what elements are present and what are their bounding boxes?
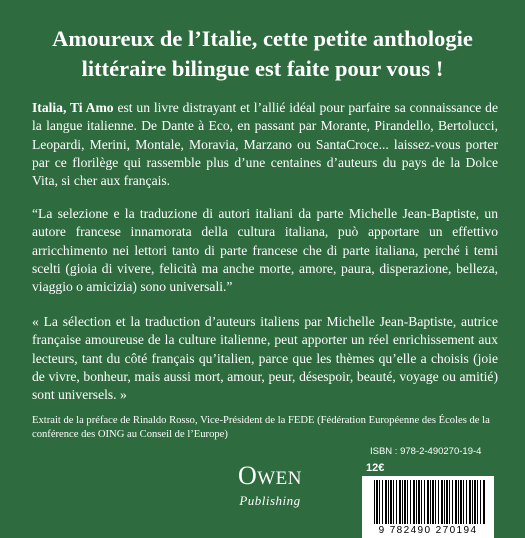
barcode-bars [374,480,486,524]
barcode-digits: 9 782490 270194 [378,525,478,536]
isbn-label: ISBN : 978-2-490270-19-4 [370,446,482,457]
book-title: Italia, Ti Amo [32,100,114,115]
barcode [362,476,494,538]
intro-text: est un livre distrayant et l’allié idéal pour parfaire sa connaissance de la langue italienne. De Dante à Eco, en passant par Morante, Pirandello, Bertolucci, Leopardi, Merini, Montale, Moravia, Marzano ou SantaCroce... laissez-vous porter par ce florilège qui rassemble plus d’une centaines d’auteurs du pays de la Dolce Vita, si cher aux français. [32,100,498,189]
preface-credit: Extrait de la préface de Rinaldo Rosso, Vice-Président de la FEDE (Fédération Européenne des Écoles de la conférence des OING au Conseil de l’Europe) [32,415,490,440]
publisher-name-rest: WEN [257,468,303,489]
publisher-logo [224,462,316,514]
publisher-initial: O [237,461,258,490]
publisher-name [224,462,316,493]
publisher-subline: Publishing [239,493,301,508]
french-quote: « La sélection et la traduction d’auteurs italiens par Michelle Jean-Baptiste, autrice française amoureuse de la culture italienne, peut apporter un réel enrichissement aux lecteurs, tant du côté français qu’italien, parce que les thèmes qu’elle a choisis (joie de vivre, bonheur, mais aussi mort, amour, peur, désespoir, beauté, voyage ou amitié) sont universels. » [32,314,498,403]
intro-paragraph [32,99,498,190]
price-label: 12€ [366,462,385,474]
headline: Amoureux de l’Italie, cette petite anthologie littéraire bilingue est faite pour vous ! [52,26,473,81]
italian-quote: “La selezione e la traduzione di autori italiani da parte Michelle Jean-Baptiste, un autore francese innamorata della cultura italiana, può apportare un effettivo arricchimento nei lettori tanto di parte francese che di parte italiana, perché i temi scelti (gioia di vivere, felicità ma anche morte, amore, paura, disperazione, belleza, viaggio o amicizia) sono universali.” [32,206,498,295]
